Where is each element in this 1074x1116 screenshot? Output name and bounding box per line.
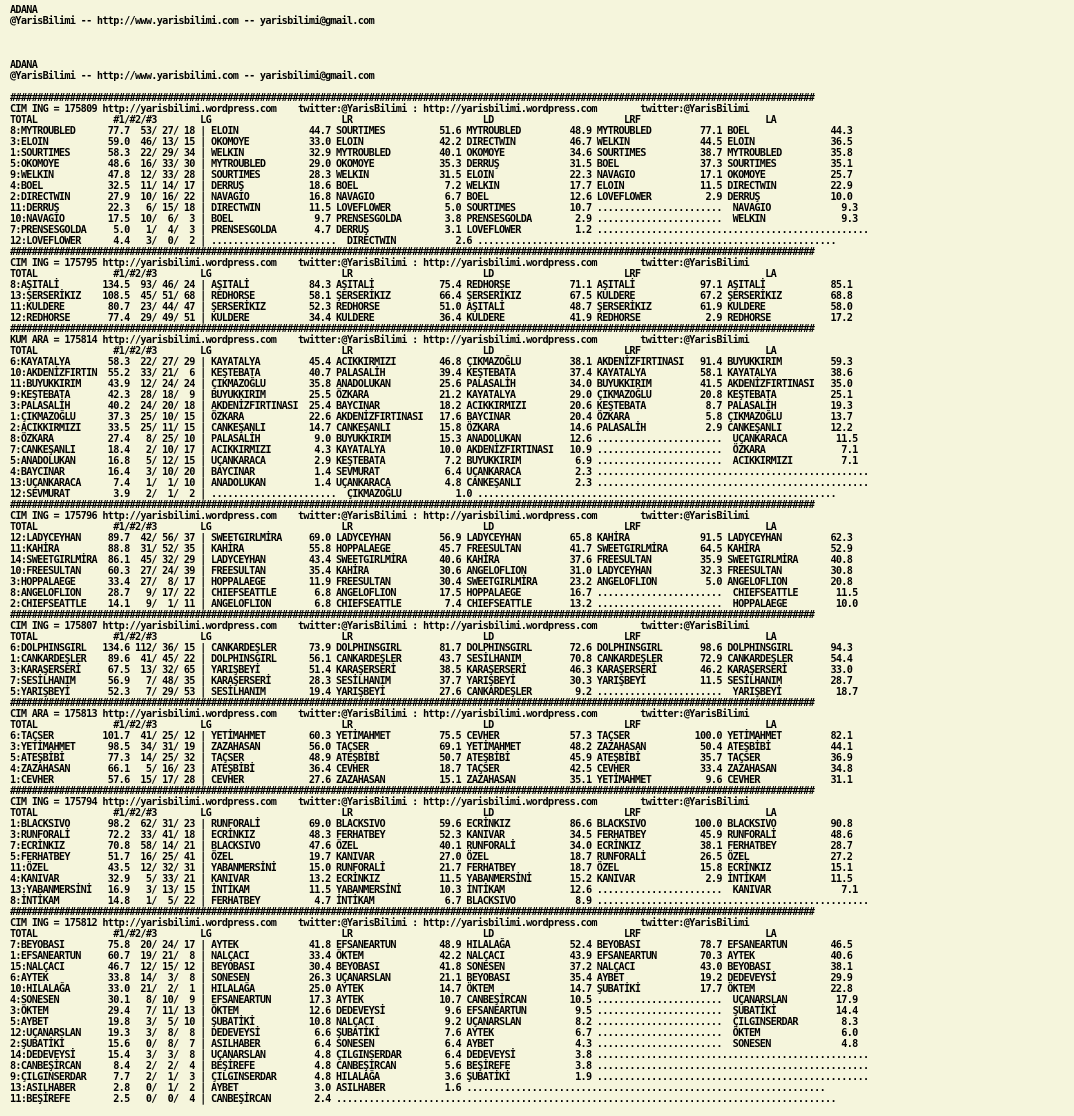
- report-line: 3:PALASALİH 40.2 24/ 20/ 18 | AKDENİZFIRTINASI 25.4 BAYCINAR 18.2 ACIKKIRMIZI 20.6 KEŞTEBATA 8.7 PALASALİH 19.3: [10, 401, 853, 412]
- report-line: 1:BLACKSIVO 98.2 62/ 31/ 23 | RUNFORALİ 69.0 BLACKSIVO 59.6 ECRİNKIZ 86.6 BLACKSIVO 100.0 BLACKSIVO 90.8: [10, 819, 853, 830]
- report-line: 5:ATEŞBİBİ 77.3 14/ 25/ 32 | TAÇSER 48.9 ATEŞBİBİ 50.7 ATEŞBİBİ 45.9 ATEŞBİBİ 35.7 TAÇSER 36.9: [10, 753, 853, 764]
- report-line: 8:İNTİKAM 14.8 1/ 5/ 22 | FERHATBEY 4.7 İNTİKAM 6.7 BLACKSIVO 8.9 ..................................................: [10, 896, 869, 907]
- report-line: @YarisBilimi -- http://www.yarisbilimi.com -- yarisbilimi@gmail.com: [10, 71, 375, 82]
- report-line: 14:SWEETGIRLMİRA 86.1 45/ 32/ 29 | LADYCEYHAN 43.4 SWEETGIRLMİRA 40.6 KAHİRA 37.6 FREESULTAN 35.9 SWEETGIRLMİRA 40.8: [10, 555, 853, 566]
- report-line: ADANA: [10, 5, 38, 16]
- report-line: TOTAL #1/#2/#3 LG LR LD LRF LA: [10, 808, 777, 819]
- report-line: 11:BUYUKKIRIM 43.9 12/ 24/ 24 | ÇIKMAZOĞLU 35.8 ANADOLUKAN 25.6 PALASALİH 34.0 BUYUKKIRIM 41.5 AKDENİZFIRTINASI 35.0: [10, 379, 853, 390]
- report-line: 1:SOURTIMES 58.3 22/ 29/ 34 | WELKIN 32.9 MYTROUBLED 40.1 OKOMOYE 34.6 SOURTIMES 38.7 MYTROUBLED 35.8: [10, 148, 853, 159]
- report-line: [10, 38, 1074, 49]
- report-line: 5:ANADOLUKAN 16.8 5/ 12/ 15 | UÇANKARACA 2.9 KEŞTEBATA 7.2 BUYUKKIRIM 6.9 ....................... ACIKKIRMIZI 7.1: [10, 456, 858, 467]
- report-line: 7:ECRİNKIZ 70.8 58/ 14/ 21 | BLACKSIVO 47.6 ÖZEL 40.1 RUNFORALİ 34.0 ECRİNKIZ 38.1 FERHATBEY 28.7: [10, 841, 853, 852]
- report-line: ####################################################################################################################################################: [10, 247, 815, 258]
- report-line: 12:SEVMURAT 3.9 2/ 1/ 2 | ....................... ÇIKMAZOĞLU 1.0 ..................................................................: [10, 489, 836, 500]
- report-line: TOTAL #1/#2/#3 LG LR LD LRF LA: [10, 115, 777, 126]
- report-line: 2:DIRECTWIN 27.9 10/ 16/ 22 | NAVAGIO 16.8 NAVAGIO 6.7 BOEL 12.6 LOVEFLOWER 2.9 DERRUŞ 10.0: [10, 192, 853, 203]
- report-line: 6:DOLPHINSGIRL 134.6 112/ 36/ 15 | CANKARDEŞLER 73.9 DOLPHINSGIRL 81.7 DOLPHINSGIRL 72.6 DOLPHINSGIRL 98.6 DOLPHINSGIRL 94.3: [10, 643, 853, 654]
- report-line: [10, 49, 1074, 60]
- report-line: 5:FERHATBEY 51.7 16/ 25/ 41 | ÖZEL 19.7 KANIVAR 27.0 ÖZEL 18.7 RUNFORALİ 26.5 ÖZEL 27.2: [10, 852, 853, 863]
- report-line: 13:UÇANKARACA 7.4 1/ 1/ 10 | ANADOLUKAN 1.4 UÇANKARACA 4.8 CANKEŞANLI 2.3 ..................................................: [10, 478, 869, 489]
- report-line: 3:ELOIN 59.0 46/ 13/ 15 | OKOMOYE 33.0 ELOIN 42.2 DIRECTWIN 46.7 WELKIN 44.5 ELOIN 36.5: [10, 137, 853, 148]
- report-line: CIM ING = 175807 http://yarisbilimi.wordpress.com twitter:@YarisBilimi : http://yarisbilimi.wordpress.com twitter:@YarisBilimi: [10, 621, 749, 632]
- report-line: 1:CEVHER 57.6 15/ 17/ 28 | CEVHER 27.6 ZAZAHASAN 15.1 ZAZAHASAN 35.1 YETİMAHMET 9.6 CEVHER 31.1: [10, 775, 853, 786]
- report-line: 13:ASILHABER 2.8 0/ 1/ 2 | AYBET 3.0 ASILHABER 1.6 ..................................................................: [10, 1083, 826, 1094]
- report-line: 6:AYTEK 33.8 14/ 3/ 8 | SONESEN 26.3 UÇANARSLAN 21.1 BEYOBASI 35.4 AYBET 19.2 DEDEVEYSİ 29.9: [10, 973, 853, 984]
- report-line: ####################################################################################################################################################: [10, 324, 815, 335]
- report-line: 3:KARAŞERSERİ 67.5 13/ 32/ 65 | YARIŞBEYİ 51.4 KARAŞERSERİ 38.5 KARAŞERSERİ 46.3 KARAŞERSERİ 46.2 KARAŞERSERİ 33.0: [10, 665, 853, 676]
- report-line: 1:ÇIKMAZOĞLU 37.3 25/ 10/ 15 | ÖZKARA 22.6 AKDENİZFIRTINASI 17.6 BAYCINAR 20.4 ÖZKARA 5.8 ÇIKMAZOĞLU 13.7: [10, 412, 853, 423]
- report-line: 7:CANKEŞANLI 18.4 2/ 10/ 17 | ACIKKIRMIZI 4.3 KAYATALYA 10.0 AKDENİZFIRTINASI 10.9 ....................... ÖZKARA 7.1: [10, 445, 858, 456]
- report-line: 2:CHIEFSEATTLE 14.1 9/ 1/ 11 | ANGELOFLION 6.8 CHIEFSEATTLE 7.4 CHIEFSEATTLE 13.2 ....................... HOPPALAEGE 10.0: [10, 599, 858, 610]
- report-line: ####################################################################################################################################################: [10, 698, 815, 709]
- report-line: 8:ÖZKARA 27.4 8/ 25/ 10 | PALASALİH 9.0 BUYUKKIRIM 15.3 ANADOLUKAN 12.6 ....................... UÇANKARACA 11.5: [10, 434, 858, 445]
- report-line: 7:PRENSESGOLDA 5.0 1/ 4/ 3 | PRENSESGOLDA 4.7 DERRUŞ 3.1 LOVEFLOWER 1.2 ..................................................: [10, 225, 869, 236]
- report-line: 5:OKOMOYE 48.6 16/ 33/ 30 | MYTROUBLED 29.0 OKOMOYE 35.3 DERRUŞ 31.5 BOEL 37.3 SOURTIMES 35.1: [10, 159, 853, 170]
- report-line: 10:NAVAGIO 17.5 10/ 6/ 3 | BOEL 9.7 PRENSESGOLDA 3.8 PRENSESGOLDA 2.9 ....................... WELKIN 9.3: [10, 214, 858, 225]
- report-line: ####################################################################################################################################################: [10, 786, 815, 797]
- report-line: 6:KAYATALYA 58.3 22/ 27/ 29 | KAYATALYA 45.4 ACIKKIRMIZI 46.8 ÇIKMAZOĞLU 38.1 AKDENİZFIRTINASI 91.4 BUYUKKIRIM 59.3: [10, 357, 853, 368]
- report-line: TOTAL #1/#2/#3 LG LR LD LRF LA: [10, 720, 777, 731]
- report-line: 2:ŞUBATİKİ 15.6 0/ 8/ 7 | ASILHABER 6.4 SONESEN 6.4 AYBET 4.3 ....................... SONESEN 4.8: [10, 1039, 858, 1050]
- report-line: 7:SESİLHANIM 56.9 7/ 48/ 35 | KARAŞERSERİ 28.3 SESİLHANIM 37.7 YARIŞBEYİ 30.3 YARIŞBEYİ 11.5 SESİLHANIM 28.7: [10, 676, 853, 687]
- report-line: TOTAL #1/#2/#3 LG LR LD LRF LA: [10, 632, 777, 643]
- report-line: 10:FREESULTAN 60.3 27/ 24/ 39 | FREESULTAN 35.4 KAHİRA 30.6 ANGELOFLION 31.0 LADYCEYHAN 32.3 FREESULTAN 30.8: [10, 566, 853, 577]
- report-line: 9:WELKIN 47.8 12/ 33/ 28 | SOURTIMES 28.3 WELKIN 31.5 ELOIN 22.3 NAVAGIO 17.1 OKOMOYE 25.7: [10, 170, 853, 181]
- report-line: 10:HILALAĞA 33.0 21/ 2/ 1 | HILALAĞA 25.0 AYTEK 14.7 ÖKTEM 14.7 ŞUBATİKİ 17.7 ÖKTEM 22.8: [10, 984, 853, 995]
- report-line: 13:YABANMERSİNİ 16.9 3/ 13/ 15 | İNTİKAM 11.5 YABANMERSİNİ 10.3 İNTİKAM 12.6 ....................... KANIVAR 7.1: [10, 885, 858, 896]
- report-line: 6:TAÇSER 101.7 41/ 25/ 12 | YETİMAHMET 60.3 YETİMAHMET 75.5 CEVHER 57.3 TAÇSER 100.0 YETİMAHMET 82.1: [10, 731, 853, 742]
- report-line: 4:BAYCINAR 16.4 3/ 10/ 20 | BAYCINAR 1.4 SEVMURAT 6.4 UÇANKARACA 2.3 ..................................................: [10, 467, 869, 478]
- report-line: 13:ŞERSERİKIZ 108.5 45/ 51/ 68 | REDHORSE 58.1 ŞERSERİKIZ 66.4 ŞERSERİKIZ 67.5 KULDERE 67.2 ŞERSERİKIZ 68.8: [10, 291, 853, 302]
- report-line: 12:UÇANARSLAN 19.3 3/ 8/ 8 | DEDEVEYSİ 6.6 ŞUBATİKİ 7.6 AYTEK 6.7 ....................... ÖKTEM 6.0: [10, 1028, 858, 1039]
- report-line: 12:LADYCEYHAN 89.7 42/ 56/ 37 | SWEETGIRLMİRA 69.0 LADYCEYHAN 56.9 LADYCEYHAN 65.8 KAHİRA 91.5 LADYCEYHAN 62.3: [10, 533, 853, 544]
- report-line: CIM ING = 175809 http://yarisbilimi.wordpress.com twitter:@YarisBilimi : http://yarisbilimi.wordpress.com twitter:@YarisBilimi: [10, 104, 749, 115]
- report-line: [10, 27, 1074, 38]
- report-line: 4:BOEL 32.5 11/ 14/ 17 | DERRUŞ 18.6 BOEL 7.2 WELKIN 17.7 ELOIN 11.5 DIRECTWIN 22.9: [10, 181, 853, 192]
- report-line: 3:RUNFORALİ 72.2 33/ 41/ 18 | ECRİNKIZ 48.3 FERHATBEY 52.3 KANIVAR 34.5 FERHATBEY 45.9 RUNFORALİ 48.6: [10, 830, 853, 841]
- report-line: 11:KULDERE 80.7 23/ 44/ 47 | ŞERSERİKIZ 52.3 REDHORSE 51.0 AŞITALİ 48.7 ŞERSERİKIZ 61.9 KULDERE 58.0: [10, 302, 853, 313]
- report-line: CIM ING = 175796 http://yarisbilimi.wordpress.com twitter:@YarisBilimi : http://yarisbilimi.wordpress.com twitter:@YarisBilimi: [10, 511, 749, 522]
- report-line: 12:REDHORSE 77.4 29/ 49/ 51 | KULDERE 34.4 KULDERE 36.4 KULDERE 41.9 REDHORSE 2.9 REDHORSE 17.2: [10, 313, 853, 324]
- report-line: 2:ACIKKIRMIZI 33.5 25/ 11/ 15 | CANKEŞANLI 14.7 CANKEŞANLI 15.8 ÖZKARA 14.6 PALASALİH 2.9 CANKEŞANLI 12.2: [10, 423, 853, 434]
- report-line: 1:CANKARDEŞLER 89.6 41/ 45/ 22 | DOLPHINSGIRL 56.1 CANKARDEŞLER 43.7 SESİLHANIM 70.8 CANKARDEŞLER 72.9 CANKARDEŞLER 54.4: [10, 654, 853, 665]
- report-line: 9:ÇILGINSERDAR 7.7 2/ 1/ 3 | ÇILGINSERDAR 4.8 HILALAĞA 3.6 ŞUBATİKİ 1.9 ..................................................: [10, 1072, 869, 1083]
- report-line: CIM ING = 175812 http://yarisbilimi.wordpress.com twitter:@YarisBilimi : http://yarisbilimi.wordpress.com twitter:@YarisBilimi: [10, 918, 749, 929]
- report-line: ####################################################################################################################################################: [10, 907, 815, 918]
- report-line: 11:KAHİRA 88.8 31/ 52/ 35 | KAHİRA 55.8 HOPPALAEGE 45.7 FREESULTAN 41.7 SWEETGIRLMİRA 64.5 KAHİRA 52.9: [10, 544, 853, 555]
- report-line: ####################################################################################################################################################: [10, 610, 815, 621]
- report-line: 10:AKDENİZFIRTIN 55.2 33/ 21/ 6 | KEŞTEBATA 40.7 PALASALİH 39.4 KEŞTEBATA 37.4 KAYATALYA 58.1 KAYATALYA 38.6: [10, 368, 853, 379]
- report-line: 3:ÖKTEM 29.4 7/ 11/ 13 | ÖKTEM 12.6 DEDEVEYSİ 9.6 EFSANEARTUN 9.5 ....................... ŞUBATİKİ 14.4: [10, 1006, 858, 1017]
- report-line: TOTAL #1/#2/#3 LG LR LD LRF LA: [10, 522, 777, 533]
- report-line: 14:DEDEVEYSİ 15.4 3/ 3/ 8 | UÇANARSLAN 4.8 ÇILGINSERDAR 6.4 DEDEVEYSİ 3.8 ..................................................: [10, 1050, 869, 1061]
- report-line: 12:LOVEFLOWER 4.4 3/ 0/ 2 | ....................... DIRECTWIN 2.6 ..................................................................: [10, 236, 836, 247]
- report-line: 11:BEŞİREFE 2.5 0/ 0/ 4 | CANBEŞİRCAN 2.4 ............................................................................................: [10, 1094, 836, 1105]
- report-line: 5:AYBET 19.8 3/ 5/ 10 | ŞUBATİKİ 10.8 NALÇACI 9.2 UÇANARSLAN 8.2 ....................... ÇILGINSERDAR 8.3: [10, 1017, 858, 1028]
- report-line: 9:KEŞTEBATA 42.3 28/ 18/ 9 | BUYUKKIRIM 25.5 ÖZKARA 21.2 KAYATALYA 29.0 ÇIKMAZOĞLU 20.8 KEŞTEBATA 25.1: [10, 390, 853, 401]
- report-line: TOTAL #1/#2/#3 LG LR LD LRF LA: [10, 929, 777, 940]
- report-line: 7:BEYOBASI 75.8 20/ 24/ 17 | AYTEK 41.8 EFSANEARTUN 48.9 HILALAĞA 52.4 BEYOBASI 78.7 EFSANEARTUN 46.5: [10, 940, 853, 951]
- report-line: 11:ÖZEL 43.5 12/ 32/ 31 | YABANMERSİNİ 15.0 RUNFORALİ 21.7 FERHATBEY 18.7 ÖZEL 15.8 ECRİNKIZ 15.1: [10, 863, 853, 874]
- report-line: CIM ING = 175794 http://yarisbilimi.wordpress.com twitter:@YarisBilimi : http://yarisbilimi.wordpress.com twitter:@YarisBilimi: [10, 797, 749, 808]
- report-line: 3:YETİMAHMET 98.5 34/ 31/ 19 | ZAZAHASAN 56.0 TAÇSER 69.1 YETİMAHMET 48.2 ZAZAHASAN 50.4 ATEŞBİBİ 44.1: [10, 742, 853, 753]
- report-line: 4:KANIVAR 32.9 5/ 33/ 21 | KANIVAR 13.2 ECRİNKIZ 11.5 YABANMERSİNİ 15.2 KANIVAR 2.9 İNTİKAM 11.5: [10, 874, 853, 885]
- report-line: 1:EFSANEARTUN 60.7 19/ 21/ 8 | NALÇACI 33.4 ÖKTEM 42.2 NALÇACI 43.9 EFSANEARTUN 70.3 AYTEK 40.6: [10, 951, 853, 962]
- report-line: 4:ZAZAHASAN 66.1 5/ 16/ 23 | ATEŞBİBİ 36.4 CEVHER 18.7 TAÇSER 42.5 CEVHER 33.4 ZAZAHASAN 34.8: [10, 764, 853, 775]
- report-line: ####################################################################################################################################################: [10, 500, 815, 511]
- report-line: KUM ARA = 175814 http://yarisbilimi.wordpress.com twitter:@YarisBilimi : http://yarisbilimi.wordpress.com twitter:@YarisBilimi: [10, 335, 749, 346]
- report-line: 8:MYTROUBLED 77.7 53/ 27/ 18 | ELOIN 44.7 SOURTIMES 51.6 MYTROUBLED 48.9 MYTROUBLED 77.1 BOEL 44.3: [10, 126, 853, 137]
- report-line: 11:DERRUŞ 22.3 6/ 15/ 18 | DIRECTWIN 11.5 LOVEFLOWER 5.0 SOURTIMES 10.7 ....................... NAVAGIO 9.3: [10, 203, 858, 214]
- report-line: 8:CANBEŞİRCAN 8.4 2/ 2/ 4 | BEŞİREFE 4.8 CANBEŞİRCAN 5.6 BEŞİREFE 3.8 ..................................................: [10, 1061, 869, 1072]
- report-line: 8:ANGELOFLION 28.7 9/ 17/ 22 | CHIEFSEATTLE 6.8 ANGELOFLION 17.5 HOPPALAEGE 16.7 ....................... CHIEFSEATTLE 11.5: [10, 588, 858, 599]
- report-line: 15:NALÇACI 46.7 12/ 15/ 12 | BEYOBASI 30.4 BEYOBASI 41.8 SONESEN 37.2 NALÇACI 43.0 BEYOBASI 38.1: [10, 962, 853, 973]
- report-line: ADANA: [10, 60, 38, 71]
- report-line: CIM ARA = 175813 http://yarisbilimi.wordpress.com twitter:@YarisBilimi : http://yarisbilimi.wordpress.com twitter:@YarisBilimi: [10, 709, 749, 720]
- report-line: CIM ING = 175795 http://yarisbilimi.wordpress.com twitter:@YarisBilimi : http://yarisbilimi.wordpress.com twitter:@YarisBilimi: [10, 258, 749, 269]
- report-line: 4:SONESEN 30.1 8/ 10/ 9 | EFSANEARTUN 17.3 AYTEK 10.7 CANBEŞİRCAN 10.5 ....................... UÇANARSLAN 17.9: [10, 995, 858, 1006]
- report-line: TOTAL #1/#2/#3 LG LR LD LRF LA: [10, 346, 777, 357]
- report-line: 5:YARIŞBEYİ 52.3 7/ 29/ 53 | SESİLHANIM 19.4 YARIŞBEYİ 27.6 CANKARDEŞLER 9.2 ....................... YARIŞBEYİ 18.7: [10, 687, 858, 698]
- report-line: @YarisBilimi -- http://www.yarisbilimi.com -- yarisbilimi@gmail.com: [10, 16, 375, 27]
- report-line: TOTAL #1/#2/#3 LG LR LD LRF LA: [10, 269, 777, 280]
- report-line: [10, 82, 1074, 93]
- report-line: 8:AŞITALİ 134.5 93/ 46/ 24 | AŞITALİ 84.3 AŞITALİ 75.4 REDHORSE 71.1 AŞITALİ 97.1 AŞITALİ 85.1: [10, 280, 853, 291]
- report-line: 3:HOPPALAEGE 33.4 27/ 8/ 17 | HOPPALAEGE 11.9 FREESULTAN 30.4 SWEETGIRLMİRA 23.2 ANGELOFLION 5.0 ANGELOFLION 20.8: [10, 577, 853, 588]
- report-line: ####################################################################################################################################################: [10, 93, 815, 104]
